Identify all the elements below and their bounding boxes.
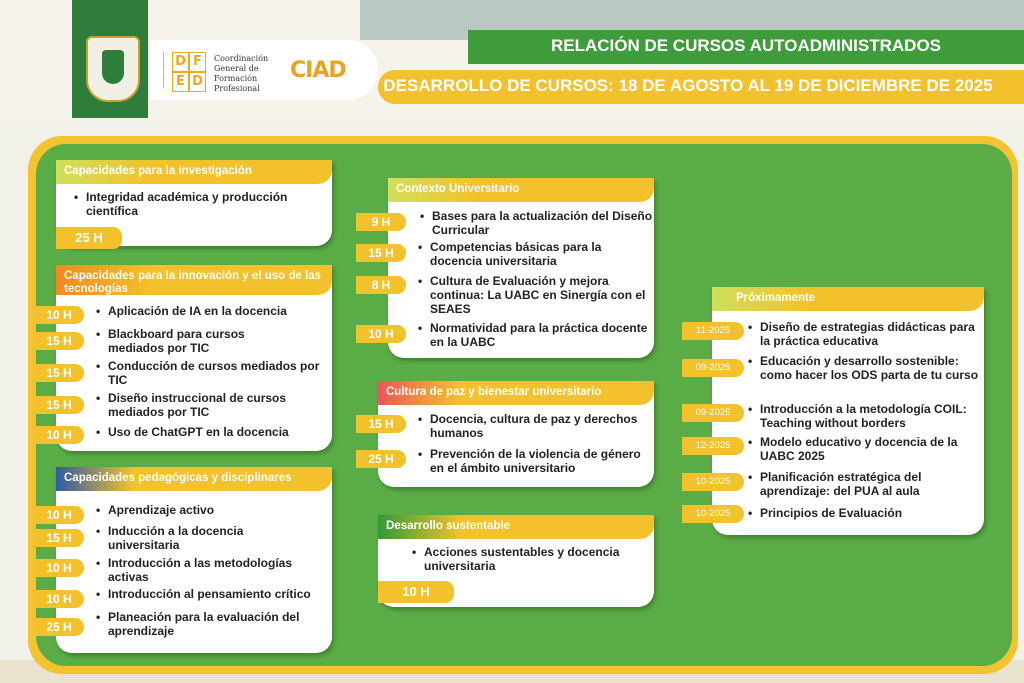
hours-badge: 10 H bbox=[378, 581, 454, 603]
list-item: • Docencia, cultura de paz y derechos humanos bbox=[418, 412, 650, 440]
list-item: • Inducción a la docencia universitaria bbox=[96, 524, 308, 552]
card-title: Desarrollo sustentable bbox=[378, 515, 654, 539]
list-item: • Aprendizaje activo bbox=[96, 503, 333, 517]
hours-badge: 9 H bbox=[356, 213, 406, 231]
ciad-logo: CIAD bbox=[290, 58, 346, 83]
list-item: • Normatividad para la práctica docente en la UABC bbox=[418, 321, 655, 349]
list-item: • Planeación para la evaluación del aprendizaje bbox=[96, 610, 328, 638]
date-badge: 12-2025 bbox=[682, 437, 744, 455]
list-item: • Introducción al pensamiento crítico bbox=[96, 587, 333, 601]
card-pedagogicas bbox=[46, 467, 332, 653]
card-title: Capacidades pedagógicas y disciplinares bbox=[56, 467, 332, 491]
date-badge: 10-2025 bbox=[682, 473, 744, 491]
list-item: • Conducción de cursos mediados por TIC bbox=[96, 359, 333, 387]
list-item: • Prevención de la violencia de género en el ámbito universitario bbox=[418, 447, 650, 475]
dfed-logo bbox=[172, 52, 206, 88]
card-contexto bbox=[368, 178, 654, 358]
list-item: • Introducción a las metodologías activas bbox=[96, 556, 308, 584]
list-item: • Introducción a la metodología COIL: Teaching without borders bbox=[748, 402, 985, 430]
list-item: • Modelo educativo y docencia de la UABC 2025 bbox=[748, 435, 985, 463]
hours-badge: 25 H bbox=[34, 618, 84, 636]
card-title: Próximamente bbox=[712, 287, 984, 311]
list-item: • Principios de Evaluación bbox=[748, 506, 985, 520]
list-item: • Cultura de Evaluación y mejora continua: La UABC en Sinergía con el SEAES bbox=[418, 274, 655, 316]
card-title: Cultura de paz y bienestar universitario bbox=[378, 381, 654, 405]
card-innovacion bbox=[46, 265, 332, 451]
date-badge: 09-2025 bbox=[682, 359, 744, 377]
card-investigacion bbox=[56, 160, 332, 246]
card-paz bbox=[368, 381, 654, 487]
card-title: Contexto Universitario bbox=[388, 178, 654, 202]
uabc-shield-icon bbox=[86, 36, 140, 102]
list-item: • Uso de ChatGPT en la docencia bbox=[96, 425, 333, 439]
list-item: • Bases para la actualización del Diseño Curricular bbox=[420, 209, 657, 237]
list-item: • Diseño de estrategias didácticas para la práctica educativa bbox=[748, 320, 985, 348]
hours-badge: 15 H bbox=[34, 396, 84, 414]
hours-badge: 15 H bbox=[34, 332, 84, 350]
card-title: Capacidades para la innovación y el uso de las tecnologías bbox=[56, 265, 332, 295]
date-badge: 11-2025 bbox=[682, 322, 744, 340]
list-item: • Acciones sustentables y docencia universitaria bbox=[412, 545, 644, 573]
list-item: • Educación y desarrollo sostenible: como hacer los ODS parta de tu curso bbox=[748, 354, 985, 382]
logo-divider bbox=[163, 52, 164, 88]
hours-badge: 15 H bbox=[356, 244, 406, 262]
page-subtitle: DESARROLLO DE CURSOS: 18 DE AGOSTO AL 19 DE DICIEMBRE DE 2025 bbox=[383, 76, 993, 95]
list-item: • Diseño instruccional de cursos mediados por TIC bbox=[96, 391, 308, 419]
date-badge: 09-2025 bbox=[682, 404, 744, 422]
hours-badge: 25 H bbox=[56, 227, 122, 249]
hours-badge: 10 H bbox=[356, 325, 406, 343]
hours-badge: 15 H bbox=[34, 364, 84, 382]
card-proximamente bbox=[695, 287, 984, 535]
dfed-letter: D bbox=[172, 52, 189, 72]
cgfp-logo-text: Coordinación General de Formación Profesional bbox=[214, 54, 269, 93]
hours-badge: 25 H bbox=[356, 450, 406, 468]
dfed-letter: E bbox=[172, 72, 189, 92]
card-sustentable bbox=[378, 515, 654, 607]
hours-badge: 8 H bbox=[356, 276, 406, 294]
hours-badge: 15 H bbox=[356, 415, 406, 433]
hours-badge: 10 H bbox=[34, 426, 84, 444]
hours-badge: 10 H bbox=[34, 559, 84, 577]
dfed-letter: F bbox=[189, 52, 206, 72]
date-badge: 10-2025 bbox=[682, 505, 744, 523]
hours-badge: 15 H bbox=[34, 529, 84, 547]
list-item: • Integridad académica y producción científica bbox=[74, 190, 326, 218]
list-item: • Blackboard para cursos mediados por TIC bbox=[96, 327, 288, 355]
hours-badge: 10 H bbox=[34, 506, 84, 524]
list-item: • Planificación estratégica del aprendizaje: del PUA al aula bbox=[748, 470, 985, 498]
card-title: Capacidades para la investigación bbox=[56, 160, 332, 184]
hours-badge: 10 H bbox=[34, 306, 84, 324]
hours-badge: 10 H bbox=[34, 590, 84, 608]
dfed-letter: D bbox=[189, 72, 206, 92]
list-item: • Competencias básicas para la docencia universitaria bbox=[418, 240, 655, 268]
page-title: RELACIÓN DE CURSOS AUTOADMINISTRADOS bbox=[550, 36, 942, 55]
list-item: • Aplicación de IA en la docencia bbox=[96, 304, 333, 318]
